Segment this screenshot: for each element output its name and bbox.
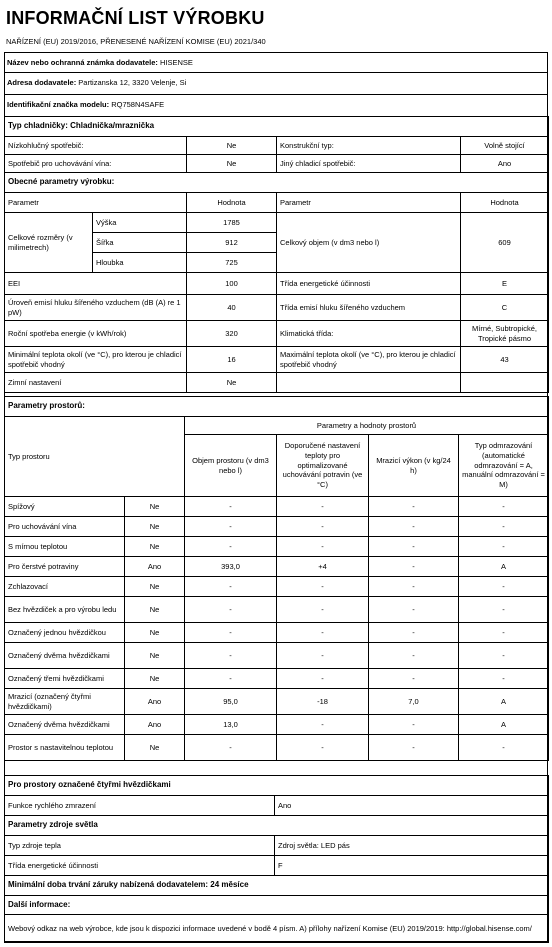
compartment-volume: 13,0	[185, 715, 277, 735]
compartment-present: Ne	[125, 643, 185, 669]
compartment-temperature: -	[277, 735, 369, 761]
width-label: Šířka	[93, 233, 187, 253]
noise-class-value: C	[461, 295, 549, 321]
compartment-defrost-type: -	[459, 735, 549, 761]
fast-freeze-value: Ano	[275, 796, 549, 816]
low-noise-label: Nízkohlučný spotřebič:	[5, 137, 187, 155]
compartment-present: Ne	[125, 497, 185, 517]
wine-storage-value: Ne	[187, 155, 277, 173]
compartment-defrost-type: A	[459, 715, 549, 735]
compartment-freezing-capacity: -	[369, 497, 459, 517]
noise-class-label: Třída emisí hluku šířeného vzduchem	[277, 295, 461, 321]
compartment-temperature: -18	[277, 689, 369, 715]
compartment-volume: -	[185, 517, 277, 537]
consumption-value: 320	[187, 321, 277, 347]
supplier-name-value: HISENSE	[159, 58, 193, 67]
compartment-present: Ano	[125, 715, 185, 735]
compartment-row	[5, 643, 549, 669]
compartment-name: Označený třemi hvězdičkami	[5, 669, 125, 689]
compartment-freezing-capacity: -	[369, 735, 459, 761]
compartment-group-header: Parametry a hodnoty prostorů	[185, 417, 549, 435]
compartment-volume: -	[185, 577, 277, 597]
additional-info-text: Webový odkaz na web výrobce, kde jsou k dispozici informace uvedené v bodě 4 písm. A) přílohy nařízení Komise (EU) 2019/2019: http://global.hisense.com/	[5, 915, 549, 943]
compartment-temperature: -	[277, 497, 369, 517]
compartment-volume: -	[185, 669, 277, 689]
compartment-defrost-type: A	[459, 557, 549, 577]
other-appliance-value: Ano	[461, 155, 549, 173]
value-header-2: Hodnota	[461, 193, 549, 213]
compartment-temperature: +4	[277, 557, 369, 577]
compartment-defrost-type: -	[459, 537, 549, 557]
compartment-present: Ne	[125, 577, 185, 597]
compartments-table	[4, 396, 549, 761]
compartment-name: Pro uchovávání vína	[5, 517, 125, 537]
compartment-temperature: -	[277, 577, 369, 597]
param-header: Parametr	[5, 193, 187, 213]
light-class-value: F	[275, 856, 549, 876]
energy-class-label: Třída energetické účinnosti	[277, 273, 461, 295]
compartment-name: Mrazicí (označený čtyřmi hvězdičkami)	[5, 689, 125, 715]
light-source-type-label: Typ zdroje tepla	[5, 836, 275, 856]
additional-info-heading: Další informace:	[5, 896, 549, 915]
fast-freeze-label: Funkce rychlého zmrazení	[5, 796, 275, 816]
model-id-label: Identifikační značka modelu:	[7, 100, 110, 109]
light-source-heading: Parametry zdroje světla	[5, 816, 549, 836]
compartment-type-header: Typ prostoru	[5, 417, 185, 497]
compartment-freezing-capacity: -	[369, 669, 459, 689]
compartment-volume: -	[185, 597, 277, 623]
compartment-volume: -	[185, 643, 277, 669]
compartment-present: Ne	[125, 735, 185, 761]
compartment-volume: 393,0	[185, 557, 277, 577]
compartment-name: S mírnou teplotou	[5, 537, 125, 557]
compartment-row	[5, 537, 549, 557]
supplier-name-label: Název nebo ochranná známka dodavatele:	[7, 58, 158, 67]
winter-setting-label: Zimní nastavení	[5, 373, 187, 393]
compartment-name: Prostor s nastavitelnou teplotou	[5, 735, 125, 761]
defrost-type-header: Typ odmrazování (automatické odmrazování = A, manuální odmrazování = M)	[459, 435, 549, 497]
dimensions-label: Celkové rozměry (v milimetrech)	[5, 213, 93, 273]
compartment-temperature: -	[277, 669, 369, 689]
design-type-label: Konstrukční typ:	[277, 137, 461, 155]
min-temp-label: Minimální teplota okolí (ve °C), pro kterou je chladicí spotřebič vhodný	[5, 347, 187, 373]
climate-class-label: Klimatická třída:	[277, 321, 461, 347]
compartment-temperature: -	[277, 623, 369, 643]
volume-header: Objem prostoru (v dm3 nebo l)	[185, 435, 277, 497]
model-id-row	[4, 94, 548, 114]
compartment-freezing-capacity: -	[369, 557, 459, 577]
compartment-temperature: -	[277, 715, 369, 735]
compartment-name: Označený dvěma hvězdičkami	[5, 643, 125, 669]
general-parameters-table	[4, 116, 549, 393]
compartment-present: Ne	[125, 537, 185, 557]
design-type-value: Volně stojící	[461, 137, 549, 155]
compartment-name: Označený dvěma hvězdičkami	[5, 715, 125, 735]
compartment-present: Ano	[125, 557, 185, 577]
compartment-freezing-capacity: -	[369, 597, 459, 623]
compartment-volume: -	[185, 497, 277, 517]
warranty-text: Minimální doba trvání záruky nabízená dodavatelem: 24 měsíce	[5, 876, 549, 896]
depth-label: Hloubka	[93, 253, 187, 273]
compartment-row	[5, 689, 549, 715]
other-appliance-label: Jiný chladicí spotřebič:	[277, 155, 461, 173]
compartment-name: Bez hvězdiček a pro výrobu ledu	[5, 597, 125, 623]
supplier-address-value: Partizanska 12, 3320 Velenje, Si	[78, 78, 187, 87]
param-header-2: Parametr	[277, 193, 461, 213]
supplier-name-row	[4, 52, 548, 72]
compartment-freezing-capacity: 7,0	[369, 689, 459, 715]
compartment-defrost-type: -	[459, 643, 549, 669]
total-volume-label: Celkový objem (v dm3 nebo l)	[277, 213, 461, 273]
compartment-present: Ne	[125, 517, 185, 537]
regulation-subtitle: NAŘÍZENÍ (EU) 2019/2016, PŘENESENÉ NAŘÍZENÍ KOMISE (EU) 2021/340	[6, 37, 266, 46]
eei-value: 100	[187, 273, 277, 295]
compartment-volume: 95,0	[185, 689, 277, 715]
general-parameters-heading: Obecné parametry výrobku:	[5, 173, 549, 193]
winter-setting-value: Ne	[187, 373, 277, 393]
compartment-freezing-capacity: -	[369, 715, 459, 735]
max-temp-label: Maximální teplota okolí (ve °C), pro kterou je chladicí spotřebič vhodný	[277, 347, 461, 373]
temperature-header: Doporučené nastavení teploty pro optimalizované uchovávání potravin (ve °C)	[277, 435, 369, 497]
wine-storage-label: Spotřebič pro uchovávání vína:	[5, 155, 187, 173]
consumption-label: Roční spotřeba energie (v kWh/rok)	[5, 321, 187, 347]
compartment-present: Ne	[125, 669, 185, 689]
compartment-freezing-capacity: -	[369, 537, 459, 557]
compartment-temperature: -	[277, 597, 369, 623]
compartment-row	[5, 715, 549, 735]
compartment-temperature: -	[277, 517, 369, 537]
compartment-present: Ne	[125, 597, 185, 623]
compartment-row	[5, 597, 549, 623]
freezing-capacity-header: Mrazicí výkon (v kg/24 h)	[369, 435, 459, 497]
compartment-freezing-capacity: -	[369, 577, 459, 597]
compartment-volume: -	[185, 537, 277, 557]
min-temp-value: 16	[187, 347, 277, 373]
total-volume-value: 609	[461, 213, 549, 273]
model-id-value: RQ758N4SAFE	[111, 100, 165, 109]
empty-cell	[461, 373, 549, 393]
compartment-row	[5, 497, 549, 517]
supplier-address-row	[4, 72, 548, 92]
low-noise-value: Ne	[187, 137, 277, 155]
compartment-present: Ne	[125, 623, 185, 643]
compartment-name: Označený jednou hvězdičkou	[5, 623, 125, 643]
energy-class-value: E	[461, 273, 549, 295]
compartment-freezing-capacity: -	[369, 623, 459, 643]
compartment-temperature: -	[277, 643, 369, 669]
compartment-defrost-type: -	[459, 623, 549, 643]
compartment-defrost-type: A	[459, 689, 549, 715]
page-title: INFORMAČNÍ LIST VÝROBKU	[6, 8, 265, 28]
empty-cell	[277, 373, 461, 393]
compartment-temperature: -	[277, 537, 369, 557]
compartment-defrost-type: -	[459, 669, 549, 689]
noise-label: Úroveň emisí hluku šířeného vzduchem (dB (A) re 1 pW)	[5, 295, 187, 321]
compartment-name: Pro čerstvé potraviny	[5, 557, 125, 577]
compartment-freezing-capacity: -	[369, 517, 459, 537]
four-star-heading: Pro prostory označené čtyřmi hvězdičkami	[5, 776, 549, 796]
compartment-defrost-type: -	[459, 517, 549, 537]
value-header: Hodnota	[187, 193, 277, 213]
compartment-row	[5, 735, 549, 761]
height-value: 1785	[187, 213, 277, 233]
compartments-heading: Parametry prostorů:	[5, 397, 549, 417]
compartment-freezing-capacity: -	[369, 643, 459, 669]
compartment-defrost-type: -	[459, 597, 549, 623]
width-value: 912	[187, 233, 277, 253]
four-star-table	[4, 775, 549, 943]
compartment-row	[5, 577, 549, 597]
compartment-row	[5, 517, 549, 537]
compartment-row	[5, 623, 549, 643]
eei-label: EEI	[5, 273, 187, 295]
compartment-name: Spížový	[5, 497, 125, 517]
compartment-row	[5, 669, 549, 689]
depth-value: 725	[187, 253, 277, 273]
compartment-present: Ano	[125, 689, 185, 715]
light-source-value: Zdroj světla: LED pás	[275, 836, 549, 856]
compartment-volume: -	[185, 735, 277, 761]
supplier-address-label: Adresa dodavatele:	[7, 78, 77, 87]
compartment-name: Zchlazovací	[5, 577, 125, 597]
compartment-volume: -	[185, 623, 277, 643]
compartment-defrost-type: -	[459, 577, 549, 597]
noise-value: 40	[187, 295, 277, 321]
climate-class-value: Mírné, Subtropické, Tropické pásmo	[461, 321, 549, 347]
compartment-defrost-type: -	[459, 497, 549, 517]
fridge-type-heading: Typ chladničky: Chladnička/mraznička	[5, 117, 549, 137]
height-label: Výška	[93, 213, 187, 233]
compartment-row	[5, 557, 549, 577]
light-class-label: Třída energetické účinnosti	[5, 856, 275, 876]
max-temp-value: 43	[461, 347, 549, 373]
